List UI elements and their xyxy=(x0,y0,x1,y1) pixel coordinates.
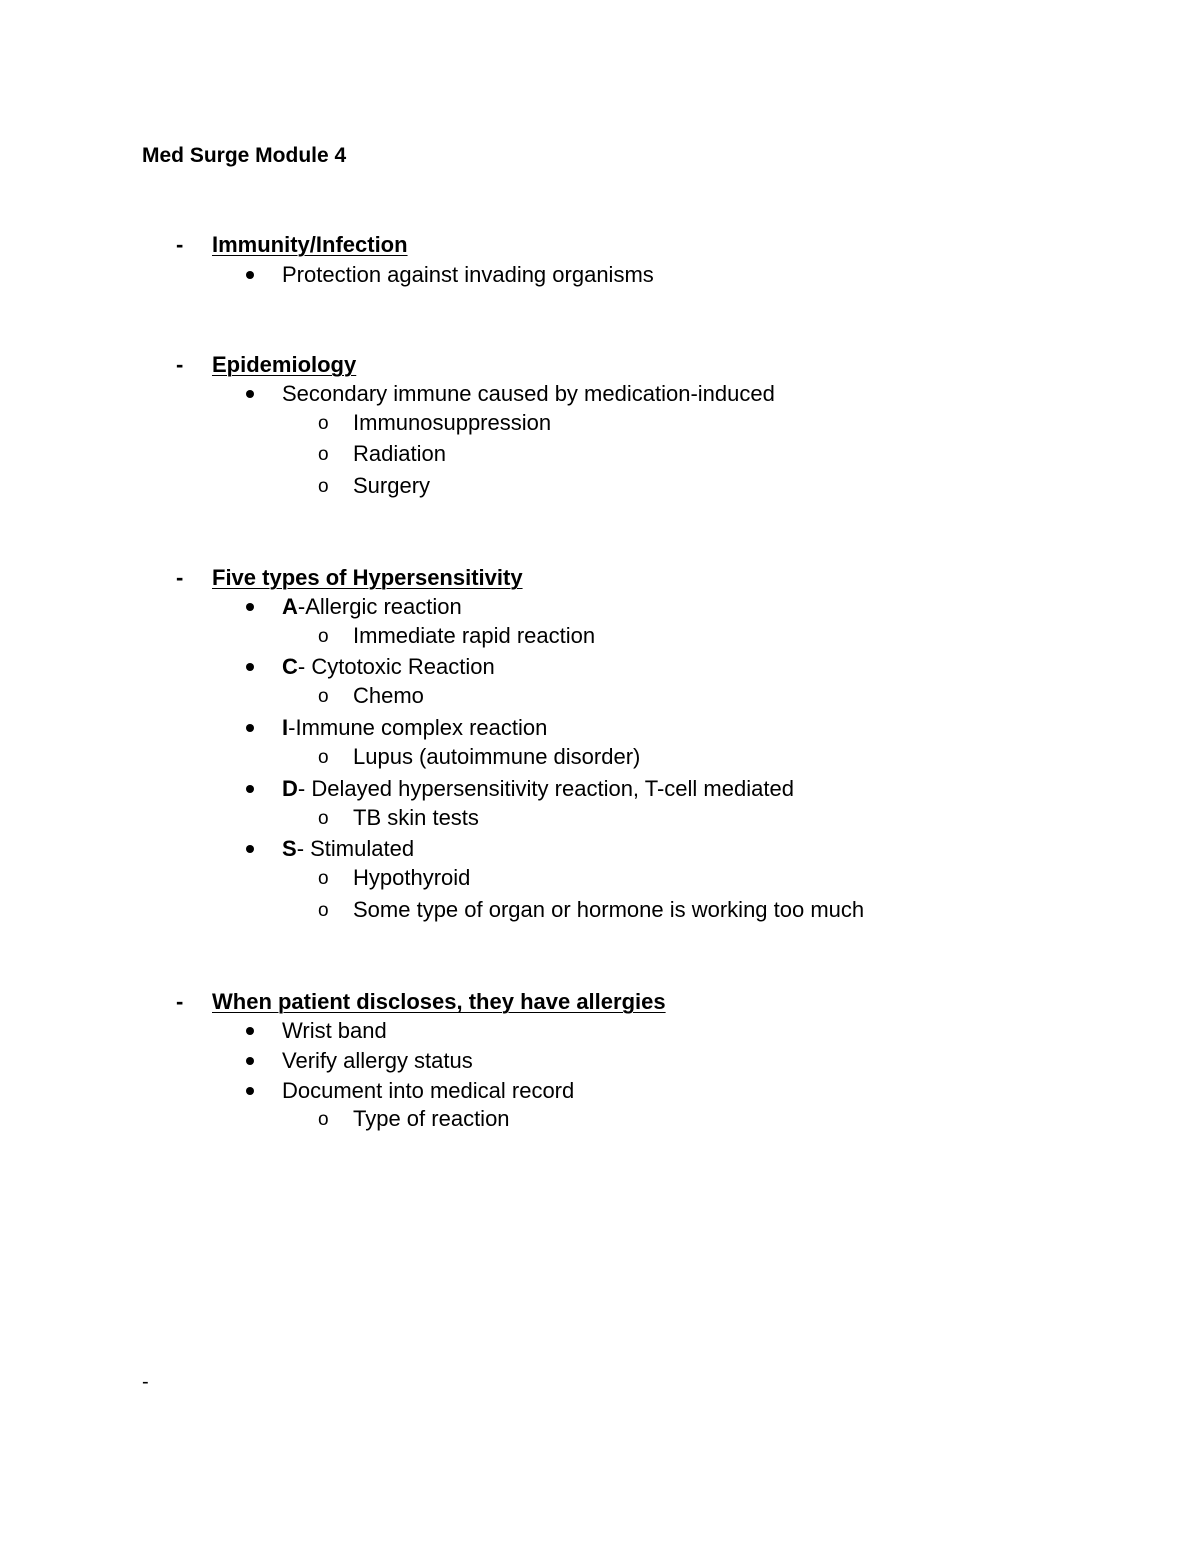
item-text: - Delayed hypersensitivity reaction, T-cell mediated xyxy=(297,776,794,801)
bullet-icon xyxy=(246,603,254,611)
bullet-icon xyxy=(246,390,254,398)
list-item: Verify allergy status xyxy=(282,1048,473,1073)
sub-list-item: Immunosuppression xyxy=(353,410,552,435)
list-item: Protection against invading organisms xyxy=(282,262,654,287)
sub-list-item: Surgery xyxy=(353,473,431,498)
item-text: - Cytotoxic Reaction xyxy=(297,654,495,679)
item-prefix: I xyxy=(282,715,289,740)
list-item xyxy=(282,775,794,803)
item-prefix: A xyxy=(282,594,298,619)
subbullet-icon: o xyxy=(318,1109,329,1130)
subbullet-icon: o xyxy=(318,808,329,829)
section-heading-allergies: When patient discloses, they have allergies xyxy=(212,989,666,1014)
bullet-icon xyxy=(246,1027,254,1035)
list-item xyxy=(282,714,547,742)
sub-list-item: Lupus (autoimmune disorder) xyxy=(353,744,641,769)
section-dash-marker: - xyxy=(176,232,184,257)
subbullet-icon: o xyxy=(318,900,329,921)
subbullet-icon: o xyxy=(318,747,329,768)
list-item xyxy=(282,835,414,863)
section-dash-marker: - xyxy=(176,565,184,590)
item-text: -Immune complex reaction xyxy=(288,715,548,740)
sub-list-item: Radiation xyxy=(353,441,446,466)
bullet-icon xyxy=(246,785,254,793)
item-text: -Allergic reaction xyxy=(297,594,462,619)
sub-list-item: TB skin tests xyxy=(353,805,479,830)
subbullet-icon: o xyxy=(318,413,329,434)
subbullet-icon: o xyxy=(318,868,329,889)
section-dash-marker: - xyxy=(176,352,184,377)
section-dash-marker: - xyxy=(176,989,184,1014)
list-item: Secondary immune caused by medication-induced xyxy=(282,381,775,406)
list-item: Document into medical record xyxy=(282,1078,575,1103)
section-heading-hypersensitivity: Five types of Hypersensitivity xyxy=(212,565,523,590)
item-prefix: S xyxy=(282,836,297,861)
sub-list-item: Some type of organ or hormone is working too much xyxy=(353,897,865,922)
bullet-icon xyxy=(246,724,254,732)
item-prefix: D xyxy=(282,776,298,801)
sub-list-item: Hypothyroid xyxy=(353,865,471,890)
bullet-icon xyxy=(246,1057,254,1065)
subbullet-icon: o xyxy=(318,626,329,647)
list-item xyxy=(282,593,462,621)
section-heading-epidemiology: Epidemiology xyxy=(212,352,357,377)
list-item xyxy=(282,653,495,681)
bullet-icon xyxy=(246,1087,254,1095)
sub-list-item: Chemo xyxy=(353,683,424,708)
sub-list-item: Immediate rapid reaction xyxy=(353,623,596,648)
bullet-icon xyxy=(246,271,254,279)
trailing-dash: - xyxy=(142,1371,149,1393)
item-prefix: C xyxy=(282,654,298,679)
bullet-icon xyxy=(246,845,254,853)
subbullet-icon: o xyxy=(318,476,329,497)
bullet-icon xyxy=(246,663,254,671)
list-item: Wrist band xyxy=(282,1018,387,1043)
item-text: - Stimulated xyxy=(296,836,415,861)
subbullet-icon: o xyxy=(318,686,329,707)
document-title: Med Surge Module 4 xyxy=(142,144,347,167)
subbullet-icon: o xyxy=(318,444,329,465)
sub-list-item: Type of reaction xyxy=(353,1106,510,1131)
section-heading-immunity: Immunity/Infection xyxy=(212,232,408,257)
